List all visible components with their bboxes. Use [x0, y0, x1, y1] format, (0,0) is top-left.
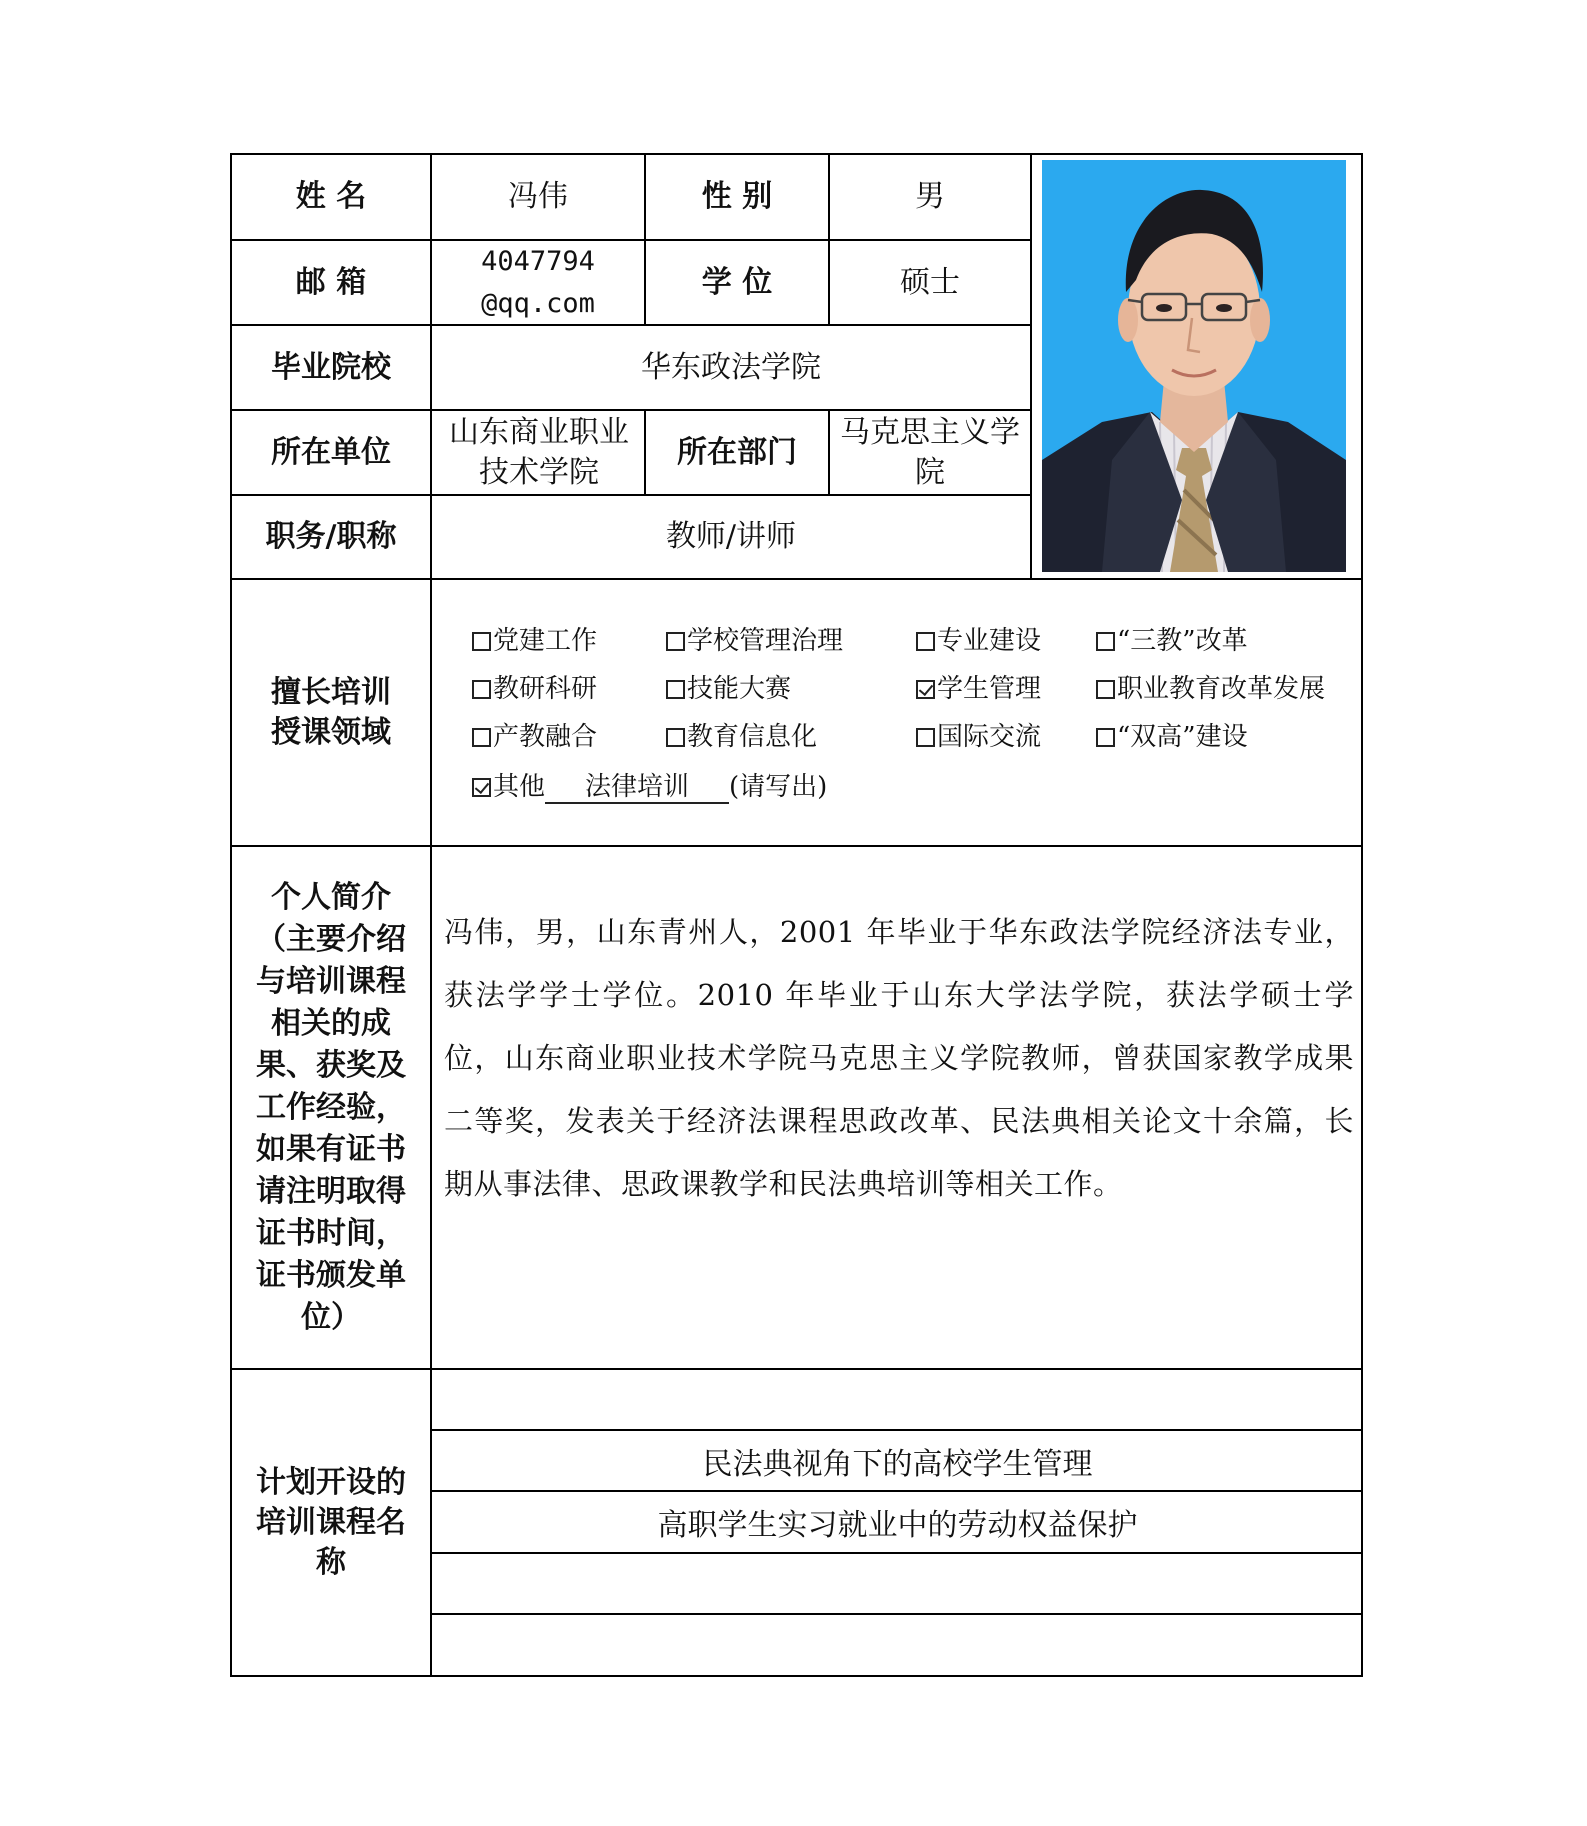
expertise-checkbox[interactable]: [1096, 632, 1115, 651]
expertise-checkbox[interactable]: [916, 728, 935, 747]
bio-text: 冯伟，男，山东青州人，2001 年毕业于华东政法学院经济法专业，获法学学士学位。2010 年毕业于山东大学法学院，获法学硕士学位，山东商业职业技术学院马克思主义学院教师，曾获国家教学成果二等奖，发表关于经济法课程思政改革、民法典相关论文十余篇，长期从事法律、思政课教学和民法典培训等相关工作。: [444, 915, 1354, 1201]
email-label: 邮 箱: [295, 264, 367, 300]
gender-label: 性 别: [701, 179, 773, 214]
school-label: 毕业院校: [271, 349, 391, 385]
gender-value: 男: [915, 179, 945, 214]
other-value[interactable]: 法律培训: [545, 772, 729, 804]
bio-label: 个人简介（主要介绍与培训课程相关的成果、获奖及工作经验，如果有证书请注明取得证书时间，证书颁发单位）: [256, 879, 406, 1335]
course-row-4: [432, 1554, 1363, 1614]
department-label: 所在部门: [677, 434, 797, 470]
expertise-checkbox[interactable]: [472, 680, 491, 699]
expertise-other[interactable]: [472, 770, 827, 804]
expertise-checkbox[interactable]: [666, 632, 685, 651]
expertise-option-label: 技能大赛: [687, 674, 792, 704]
expertise-option-label: 产教融合: [493, 722, 598, 752]
expertise-option-label: 学生管理: [937, 674, 1042, 704]
expertise-checkbox[interactable]: [916, 680, 935, 699]
expertise-option[interactable]: [472, 624, 597, 658]
course-row-2: 民法典视角下的高校学生管理: [702, 1447, 1093, 1482]
expertise-option[interactable]: [916, 624, 1041, 658]
expertise-label: 擅长培训授课领域: [271, 674, 391, 750]
expertise-option[interactable]: [916, 720, 1041, 754]
expertise-option-label: 国际交流: [937, 722, 1042, 752]
other-label: 其他: [493, 772, 546, 802]
other-checkbox[interactable]: [472, 778, 491, 797]
email-line-2: @qq.com: [481, 287, 595, 319]
expertise-checkbox[interactable]: [472, 632, 491, 651]
unit-value: 山东商业职业技术学院: [449, 414, 629, 490]
title-label: 职务/职称: [265, 519, 397, 554]
email-value: [432, 241, 644, 324]
expertise-option[interactable]: [1096, 720, 1248, 754]
expertise-option[interactable]: [666, 720, 817, 754]
profile-form: [230, 153, 1363, 1677]
expertise-option-label: “双高”建设: [1117, 722, 1248, 752]
expertise-option-label: “三教”改革: [1117, 626, 1248, 656]
unit-label: 所在单位: [271, 434, 391, 470]
title-value: 教师/讲师: [665, 519, 797, 554]
school-value: 华东政法学院: [641, 349, 821, 385]
email-line-1: 4047794: [481, 245, 595, 277]
expertise-option[interactable]: [472, 672, 597, 706]
degree-label: 学 位: [701, 264, 773, 300]
expertise-checkbox[interactable]: [916, 632, 935, 651]
expertise-option-label: 教研科研: [493, 674, 598, 704]
expertise-option[interactable]: [1096, 624, 1248, 658]
expertise-option[interactable]: [666, 624, 843, 658]
portrait-illustration: [1042, 160, 1346, 572]
expertise-option-label: 教育信息化: [687, 722, 818, 752]
degree-value: 硕士: [900, 264, 960, 300]
expertise-option[interactable]: [666, 672, 791, 706]
name-value: 冯伟: [508, 179, 568, 214]
expertise-checkbox[interactable]: [472, 728, 491, 747]
expertise-option-label: 职业教育改革发展: [1117, 674, 1326, 704]
department-value: 马克思主义学院: [840, 414, 1020, 490]
expertise-checkbox[interactable]: [1096, 680, 1115, 699]
expertise-option-label: 专业建设: [937, 626, 1042, 656]
expertise-option-label: 学校管理治理: [687, 626, 844, 656]
expertise-option[interactable]: [916, 672, 1041, 706]
course-row-1: [432, 1370, 1363, 1430]
expertise-option-label: 党建工作: [493, 626, 598, 656]
expertise-checkbox[interactable]: [666, 680, 685, 699]
name-label: 姓 名: [295, 179, 367, 214]
expertise-option[interactable]: [472, 720, 597, 754]
courses-label: 计划开设的培训课程名称: [256, 1464, 406, 1580]
portrait-photo: [1042, 160, 1346, 572]
expertise-option[interactable]: [1096, 672, 1325, 706]
expertise-checkbox[interactable]: [1096, 728, 1115, 747]
course-row-3: 高职学生实习就业中的劳动权益保护: [657, 1508, 1138, 1543]
other-hint: (请写出): [729, 772, 828, 802]
expertise-checkbox[interactable]: [666, 728, 685, 747]
course-row-5: [432, 1615, 1363, 1675]
